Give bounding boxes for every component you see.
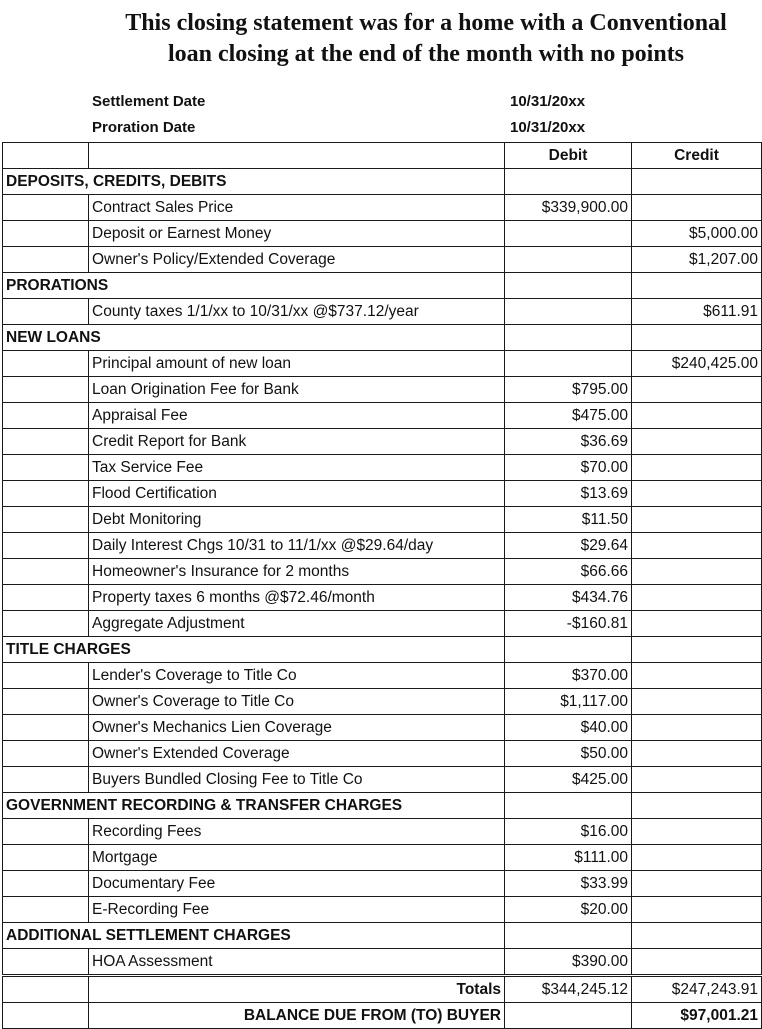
row-debit	[505, 247, 632, 273]
row-label: Owner's Extended Coverage	[89, 741, 505, 767]
row-label: Flood Certification	[89, 481, 505, 507]
table-row	[3, 221, 762, 247]
row-credit	[632, 663, 762, 689]
row-debit: $36.69	[505, 429, 632, 455]
totals-label: Totals	[89, 976, 505, 1003]
row-credit	[632, 741, 762, 767]
row-credit	[632, 481, 762, 507]
row-label: Daily Interest Chgs 10/31 to 11/1/xx @$29.64/day	[89, 533, 505, 559]
row-label: Owner's Mechanics Lien Coverage	[89, 715, 505, 741]
section-title: PRORATIONS	[3, 273, 505, 299]
table-row	[3, 715, 762, 741]
row-label: Documentary Fee	[89, 871, 505, 897]
title-line-1: This closing statement was for a home with a Conventional	[125, 10, 727, 36]
table-row	[3, 689, 762, 715]
row-debit	[505, 299, 632, 325]
title-line-2: loan closing at the end of the month with no points	[167, 41, 685, 67]
row-credit	[632, 767, 762, 793]
row-debit: $20.00	[505, 897, 632, 923]
row-debit: $1,117.00	[505, 689, 632, 715]
section-header-additional	[3, 923, 762, 949]
table-row	[3, 351, 762, 377]
column-header-row	[3, 143, 762, 169]
section-title: GOVERNMENT RECORDING & TRANSFER CHARGES	[3, 793, 505, 819]
row-credit	[632, 377, 762, 403]
row-credit: $1,207.00	[632, 247, 762, 273]
table-row	[3, 455, 762, 481]
section-title: NEW LOANS	[3, 325, 505, 351]
row-label: E-Recording Fee	[89, 897, 505, 923]
section-header-deposits	[3, 169, 762, 195]
table-row	[3, 819, 762, 845]
table-row	[3, 767, 762, 793]
proration-date-value: 10/31/20xx	[510, 119, 586, 136]
balance-row	[3, 1003, 762, 1029]
settlement-date-value: 10/31/20xx	[510, 93, 586, 110]
row-credit	[632, 429, 762, 455]
table-row	[3, 507, 762, 533]
row-label: Aggregate Adjustment	[89, 611, 505, 637]
row-credit	[632, 507, 762, 533]
row-credit	[632, 949, 762, 976]
row-debit: $111.00	[505, 845, 632, 871]
section-header-title-charges	[3, 637, 762, 663]
section-title: ADDITIONAL SETTLEMENT CHARGES	[3, 923, 505, 949]
row-debit: $16.00	[505, 819, 632, 845]
table-row	[3, 897, 762, 923]
balance-amount: $97,001.21	[632, 1003, 762, 1029]
row-debit: -$160.81	[505, 611, 632, 637]
row-credit	[632, 689, 762, 715]
section-title: DEPOSITS, CREDITS, DEBITS	[3, 169, 505, 195]
row-debit: $50.00	[505, 741, 632, 767]
closing-statement-table	[2, 142, 762, 1029]
table-row	[3, 377, 762, 403]
row-label: Debt Monitoring	[89, 507, 505, 533]
row-credit	[632, 819, 762, 845]
row-credit	[632, 403, 762, 429]
row-credit	[632, 611, 762, 637]
table-row	[3, 611, 762, 637]
table-row	[3, 299, 762, 325]
row-label: Lender's Coverage to Title Co	[89, 663, 505, 689]
balance-label: BALANCE DUE FROM (TO) BUYER	[89, 1003, 505, 1029]
settlement-date-label: Settlement Date	[92, 93, 206, 110]
row-debit: $66.66	[505, 559, 632, 585]
row-debit	[505, 221, 632, 247]
row-debit: $13.69	[505, 481, 632, 507]
row-credit	[632, 897, 762, 923]
row-label: Mortgage	[89, 845, 505, 871]
row-label: Loan Origination Fee for Bank	[89, 377, 505, 403]
table-row	[3, 195, 762, 221]
row-credit: $611.91	[632, 299, 762, 325]
credit-column-header: Credit	[632, 143, 762, 169]
proration-date-label: Proration Date	[92, 119, 196, 136]
row-debit: $434.76	[505, 585, 632, 611]
section-header-prorations	[3, 273, 762, 299]
row-debit: $339,900.00	[505, 195, 632, 221]
row-credit	[632, 455, 762, 481]
row-label: Owner's Policy/Extended Coverage	[89, 247, 505, 273]
row-label: Credit Report for Bank	[89, 429, 505, 455]
row-label: HOA Assessment	[89, 949, 505, 976]
row-debit: $11.50	[505, 507, 632, 533]
table-row	[3, 949, 762, 976]
row-label: Recording Fees	[89, 819, 505, 845]
table-row	[3, 871, 762, 897]
row-credit	[632, 585, 762, 611]
row-label: Owner's Coverage to Title Co	[89, 689, 505, 715]
row-credit: $240,425.00	[632, 351, 762, 377]
row-label: Principal amount of new loan	[89, 351, 505, 377]
table-row	[3, 403, 762, 429]
row-label: County taxes 1/1/xx to 10/31/xx @$737.12/year	[89, 299, 505, 325]
row-debit: $795.00	[505, 377, 632, 403]
row-debit	[505, 351, 632, 377]
row-debit: $33.99	[505, 871, 632, 897]
row-credit	[632, 715, 762, 741]
totals-debit: $344,245.12	[505, 976, 632, 1003]
table-row	[3, 741, 762, 767]
row-credit	[632, 871, 762, 897]
table-row	[3, 429, 762, 455]
row-label: Buyers Bundled Closing Fee to Title Co	[89, 767, 505, 793]
table-row	[3, 247, 762, 273]
row-label: Contract Sales Price	[89, 195, 505, 221]
table-row	[3, 559, 762, 585]
debit-column-header: Debit	[505, 143, 632, 169]
table-row	[3, 533, 762, 559]
row-credit	[632, 533, 762, 559]
row-debit: $70.00	[505, 455, 632, 481]
row-debit: $390.00	[505, 949, 632, 976]
row-debit: $40.00	[505, 715, 632, 741]
row-label: Deposit or Earnest Money	[89, 221, 505, 247]
row-label: Homeowner's Insurance for 2 months	[89, 559, 505, 585]
totals-row	[3, 976, 762, 1003]
row-credit	[632, 845, 762, 871]
row-label: Property taxes 6 months @$72.46/month	[89, 585, 505, 611]
section-header-government	[3, 793, 762, 819]
table-row	[3, 585, 762, 611]
section-title: TITLE CHARGES	[3, 637, 505, 663]
table-row	[3, 663, 762, 689]
row-debit: $370.00	[505, 663, 632, 689]
row-debit: $475.00	[505, 403, 632, 429]
table-row	[3, 845, 762, 871]
row-credit	[632, 559, 762, 585]
section-header-new-loans	[3, 325, 762, 351]
row-label: Appraisal Fee	[89, 403, 505, 429]
row-credit	[632, 195, 762, 221]
statement-title	[0, 8, 762, 70]
table-row	[3, 481, 762, 507]
totals-credit: $247,243.91	[632, 976, 762, 1003]
row-debit: $29.64	[505, 533, 632, 559]
row-label: Tax Service Fee	[89, 455, 505, 481]
row-debit: $425.00	[505, 767, 632, 793]
row-credit: $5,000.00	[632, 221, 762, 247]
